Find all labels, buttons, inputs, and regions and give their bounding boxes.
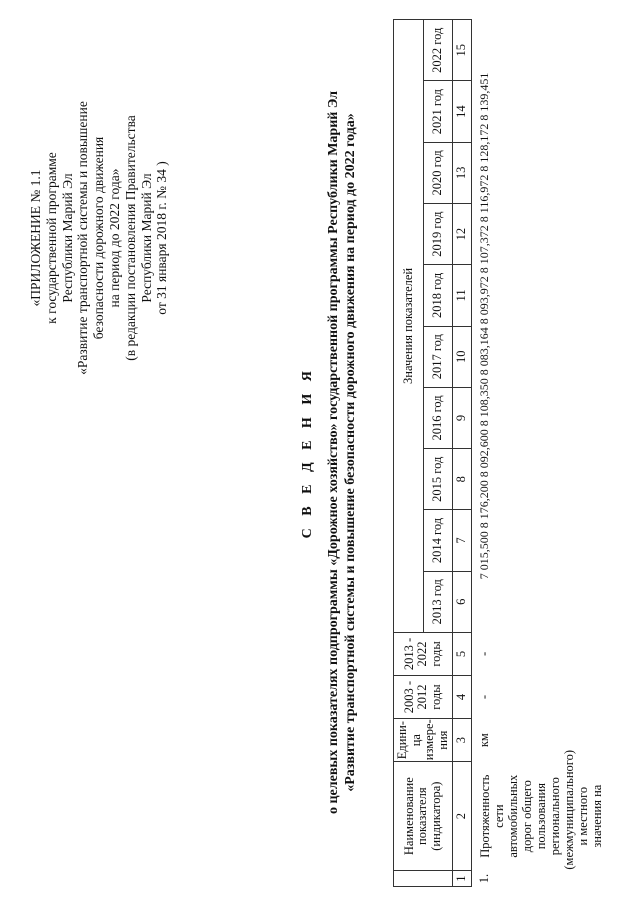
- appendix-line: (в редакции постановления Правительства: [122, 115, 138, 361]
- appendix-block: [28, 73, 170, 403]
- appendix-line: Республики Марий Эл: [138, 173, 154, 303]
- header-2003-2012: 2003 - 2012 годы: [394, 675, 453, 718]
- column-number: 5: [453, 632, 472, 675]
- header-year: 2018 год: [423, 265, 453, 326]
- header-year: 2015 год: [423, 449, 453, 510]
- appendix-line: безопасности дорожного движения: [91, 136, 107, 340]
- column-number: 14: [453, 81, 472, 142]
- column-number: 11: [453, 265, 472, 326]
- header-num: [394, 871, 453, 887]
- column-number: 3: [453, 719, 472, 762]
- column-number: 4: [453, 675, 472, 718]
- indicator-unit: км: [476, 733, 491, 748]
- appendix-line: от 31 января 2018 г. № 34 ): [154, 161, 170, 315]
- header-unit: Едини-ца измере-ния: [394, 719, 453, 762]
- table-row: [471, 20, 606, 887]
- value-2013-2022: -: [476, 651, 491, 657]
- column-number: 10: [453, 326, 472, 387]
- column-number: 8: [453, 449, 472, 510]
- header-year: 2014 год: [423, 510, 453, 571]
- indicators-table: [393, 19, 606, 887]
- header-row-1: [394, 20, 424, 887]
- column-number: 9: [453, 387, 472, 448]
- header-year: 2013 год: [423, 571, 453, 632]
- document-title: С В Е Д Е Н И Я: [300, 366, 315, 539]
- header-year: 2019 год: [423, 204, 453, 265]
- appendix-line: Республики Марий Эл: [59, 173, 75, 303]
- value-2003-2012: -: [476, 694, 491, 700]
- column-number: 15: [453, 20, 472, 81]
- subtitle-line-2: «Развитие транспортной системы и повышение безопасности дорожного движения на период до 2022 года»: [343, 113, 358, 792]
- header-name: Наименование показателя (индикатора): [394, 762, 453, 871]
- header-year: 2017 год: [423, 326, 453, 387]
- header-year: 2022 год: [423, 20, 453, 81]
- header-values-group: Значения показателей: [394, 20, 424, 633]
- header-year: 2020 год: [423, 142, 453, 203]
- indicator-name: Протяженность сети автомобильных дорог общего пользования регионального (межмуниципального) и местного значения на: [477, 749, 604, 870]
- column-number: 12: [453, 204, 472, 265]
- column-number: 1: [453, 871, 472, 887]
- column-number: 6: [453, 571, 472, 632]
- header-year: 2016 год: [423, 387, 453, 448]
- column-number: 13: [453, 142, 472, 203]
- header-2013-2022: 2013 - 2022 годы: [394, 632, 453, 675]
- document-subtitle: [325, 0, 359, 905]
- subtitle-line-1: о целевых показателях подпрограммы «Дорожное хозяйство» государственной программы Республики Марий Эл: [326, 90, 341, 815]
- column-number: 2: [453, 762, 472, 871]
- numbering-row: [453, 20, 472, 887]
- appendix-line: к государственной программе: [43, 152, 59, 324]
- column-number: 7: [453, 510, 472, 571]
- appendix-line: на период до 2022 года»: [106, 168, 122, 308]
- appendix-line: «ПРИЛОЖЕНИЕ № 1.1: [28, 169, 43, 307]
- yearly-values: 7 015,500 8 176,200 8 092,600 8 108,350 8 083,164 8 093,972 8 107,372 8 116,972 8 128,172 8 139,451: [476, 72, 491, 580]
- row-number: 1.: [476, 873, 491, 884]
- appendix-line: «Развитие транспортной системы и повышение: [75, 101, 91, 375]
- header-year: 2021 год: [423, 81, 453, 142]
